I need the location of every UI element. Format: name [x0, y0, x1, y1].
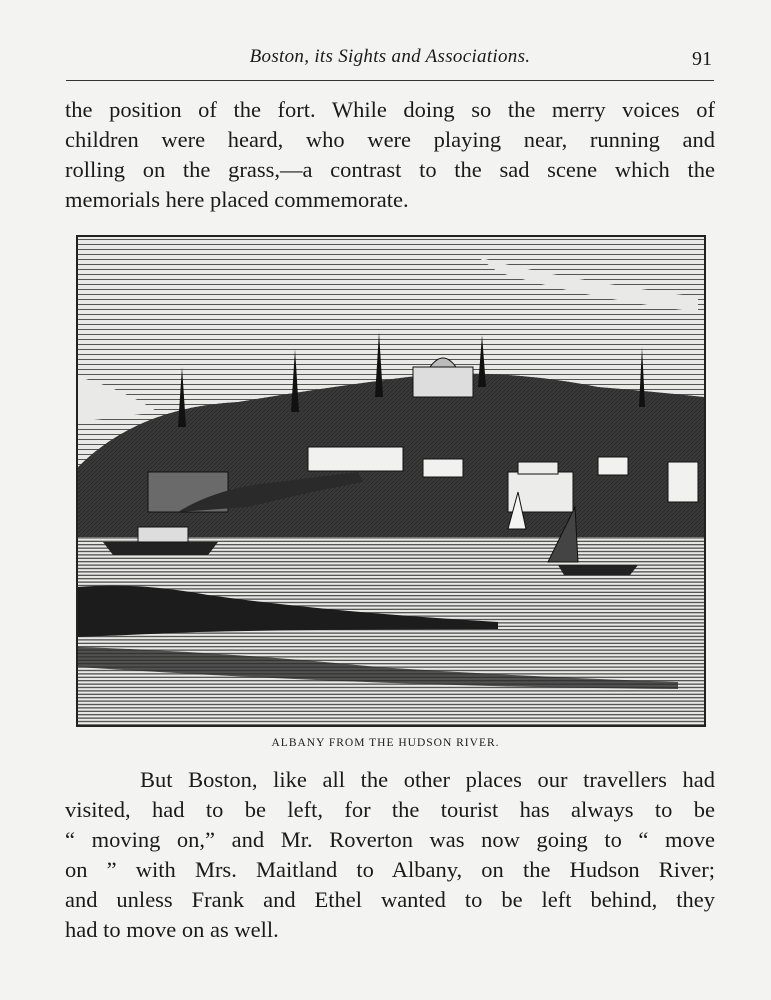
text-line: rolling on the grass,—a contrast to the sad scene which the [65, 157, 715, 182]
engraving-drawing [78, 237, 704, 725]
text-line: “ moving on,” and Mr. Roverton was now going to “ move [65, 827, 715, 852]
text-line: But Boston, like all the other places our travellers had [140, 767, 715, 792]
page-number: 91 [692, 48, 712, 70]
engraving-illustration [76, 235, 706, 727]
text-line: on ” with Mrs. Maitland to Albany, on the Hudson River; [65, 857, 715, 882]
text-line: and unless Frank and Ethel wanted to be left behind, they [65, 887, 715, 912]
text-line: visited, had to be left, for the tourist has always to be [65, 797, 715, 822]
running-head: Boston, its Sights and Associations. [249, 46, 531, 67]
page-header [66, 40, 714, 81]
text-line: the position of the fort. While doing so the merry voices of [65, 97, 715, 122]
text-line: had to move on as well. [65, 917, 279, 942]
paragraph-top [65, 95, 715, 215]
text-line: memorials here placed commemorate. [65, 187, 409, 212]
text-line: children were heard, who were playing near, running and [65, 127, 715, 152]
paragraph-bottom [65, 765, 715, 945]
figure-caption: ALBANY FROM THE HUDSON RIVER. [271, 737, 500, 749]
